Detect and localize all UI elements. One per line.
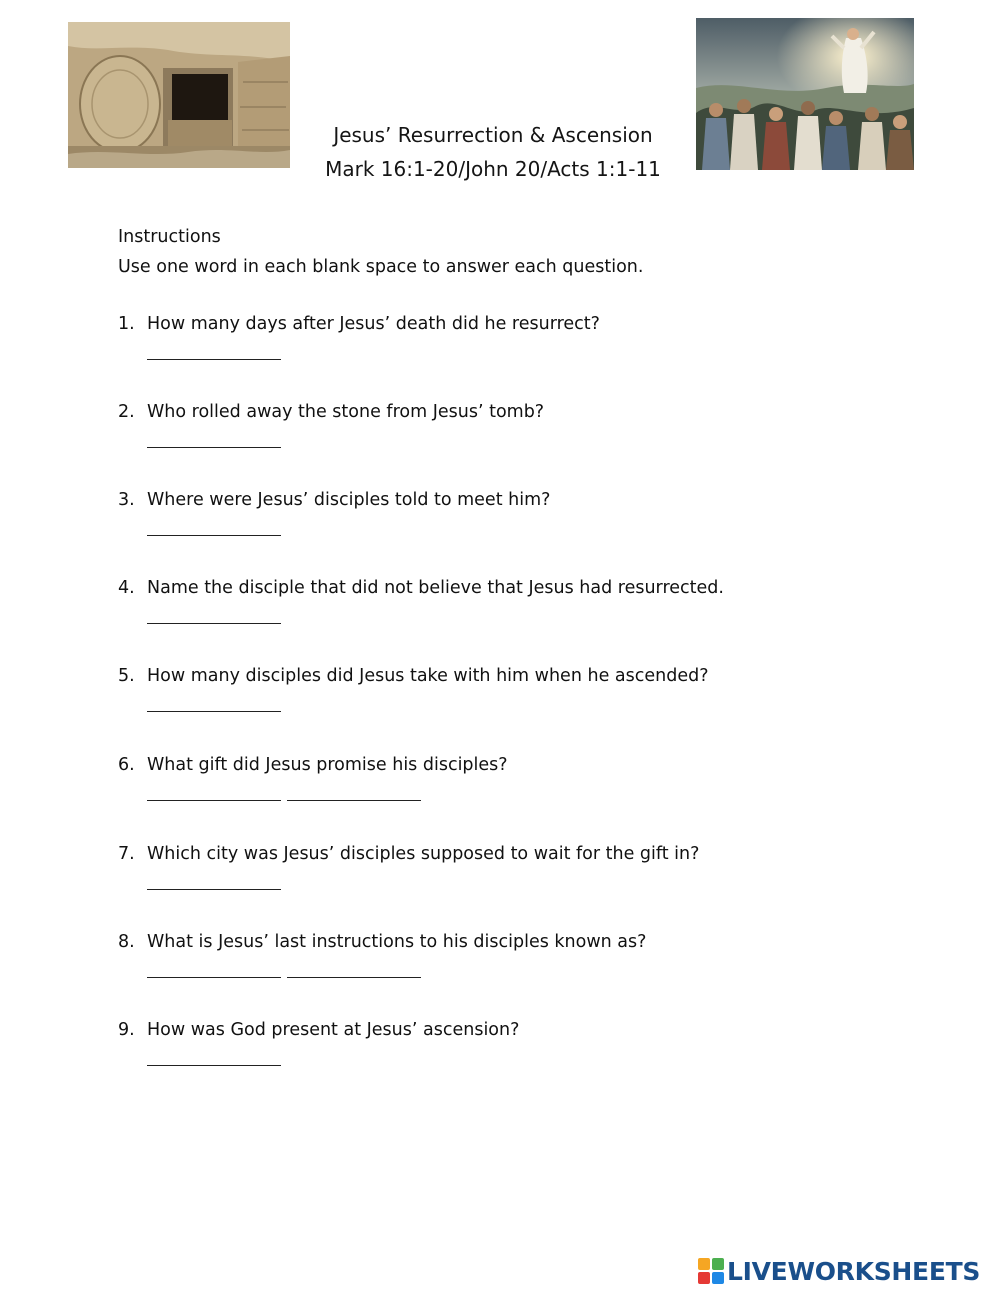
question-2	[118, 399, 544, 449]
question-text: Who rolled away the stone from Jesus’ tomb?	[147, 402, 545, 422]
question-9	[118, 1017, 519, 1067]
question-text: How was God present at Jesus’ ascension?	[147, 1020, 520, 1040]
logo-square	[712, 1258, 724, 1270]
question-text: How many disciples did Jesus take with him when he ascended?	[147, 666, 709, 686]
logo-text: LIVEWORKSHEETS	[727, 1256, 981, 1286]
question-5	[118, 663, 709, 713]
answer-blank[interactable]	[147, 435, 281, 448]
answer-blank[interactable]	[147, 788, 281, 801]
question-text: How many days after Jesus’ death did he resurrect?	[147, 314, 600, 334]
logo-mark-icon	[698, 1258, 724, 1284]
question-number: 1.	[118, 314, 135, 334]
ascension-illustration	[696, 18, 914, 170]
logo-square	[698, 1258, 710, 1270]
question-number: 3.	[118, 490, 135, 510]
question-4	[118, 575, 724, 625]
question-8	[118, 929, 646, 979]
answer-blank[interactable]	[147, 347, 281, 360]
instructions-section	[118, 222, 643, 282]
answer-blank[interactable]	[147, 611, 281, 624]
answer-blank[interactable]	[147, 1053, 281, 1066]
question-text: What is Jesus’ last instructions to his disciples known as?	[147, 932, 647, 952]
title-line-1: Jesus’ Resurrection & Ascension	[333, 123, 653, 147]
answer-blank[interactable]	[147, 877, 281, 890]
question-number: 2.	[118, 402, 135, 422]
instructions-heading: Instructions	[118, 227, 221, 247]
instructions-text: Use one word in each blank space to answer each question.	[118, 257, 644, 277]
worksheet-title	[290, 118, 696, 186]
question-number: 7.	[118, 844, 135, 864]
question-7	[118, 841, 699, 891]
answer-blank[interactable]	[147, 699, 281, 712]
question-number: 6.	[118, 755, 135, 775]
empty-tomb-image	[68, 22, 290, 168]
title-line-2: Mark 16:1-20/John 20/Acts 1:1-11	[325, 157, 661, 181]
question-text: Where were Jesus’ disciples told to meet him?	[147, 490, 551, 510]
tomb-illustration	[68, 22, 290, 168]
question-6	[118, 752, 508, 802]
question-number: 5.	[118, 666, 135, 686]
question-number: 8.	[118, 932, 135, 952]
answer-blank[interactable]	[147, 523, 281, 536]
question-number: 4.	[118, 578, 135, 598]
logo-square	[712, 1272, 724, 1284]
answer-blank[interactable]	[147, 965, 281, 978]
question-text: Name the disciple that did not believe that Jesus had resurrected.	[147, 578, 724, 598]
question-number: 9.	[118, 1020, 135, 1040]
question-text: What gift did Jesus promise his disciples?	[147, 755, 508, 775]
answer-blank[interactable]	[287, 788, 421, 801]
answer-blank[interactable]	[287, 965, 421, 978]
question-3	[118, 487, 550, 537]
question-text: Which city was Jesus’ disciples supposed to wait for the gift in?	[147, 844, 700, 864]
logo-square	[698, 1272, 710, 1284]
liveworksheets-logo[interactable]	[698, 1256, 980, 1286]
question-1	[118, 311, 600, 361]
ascension-painting-image	[696, 18, 914, 170]
